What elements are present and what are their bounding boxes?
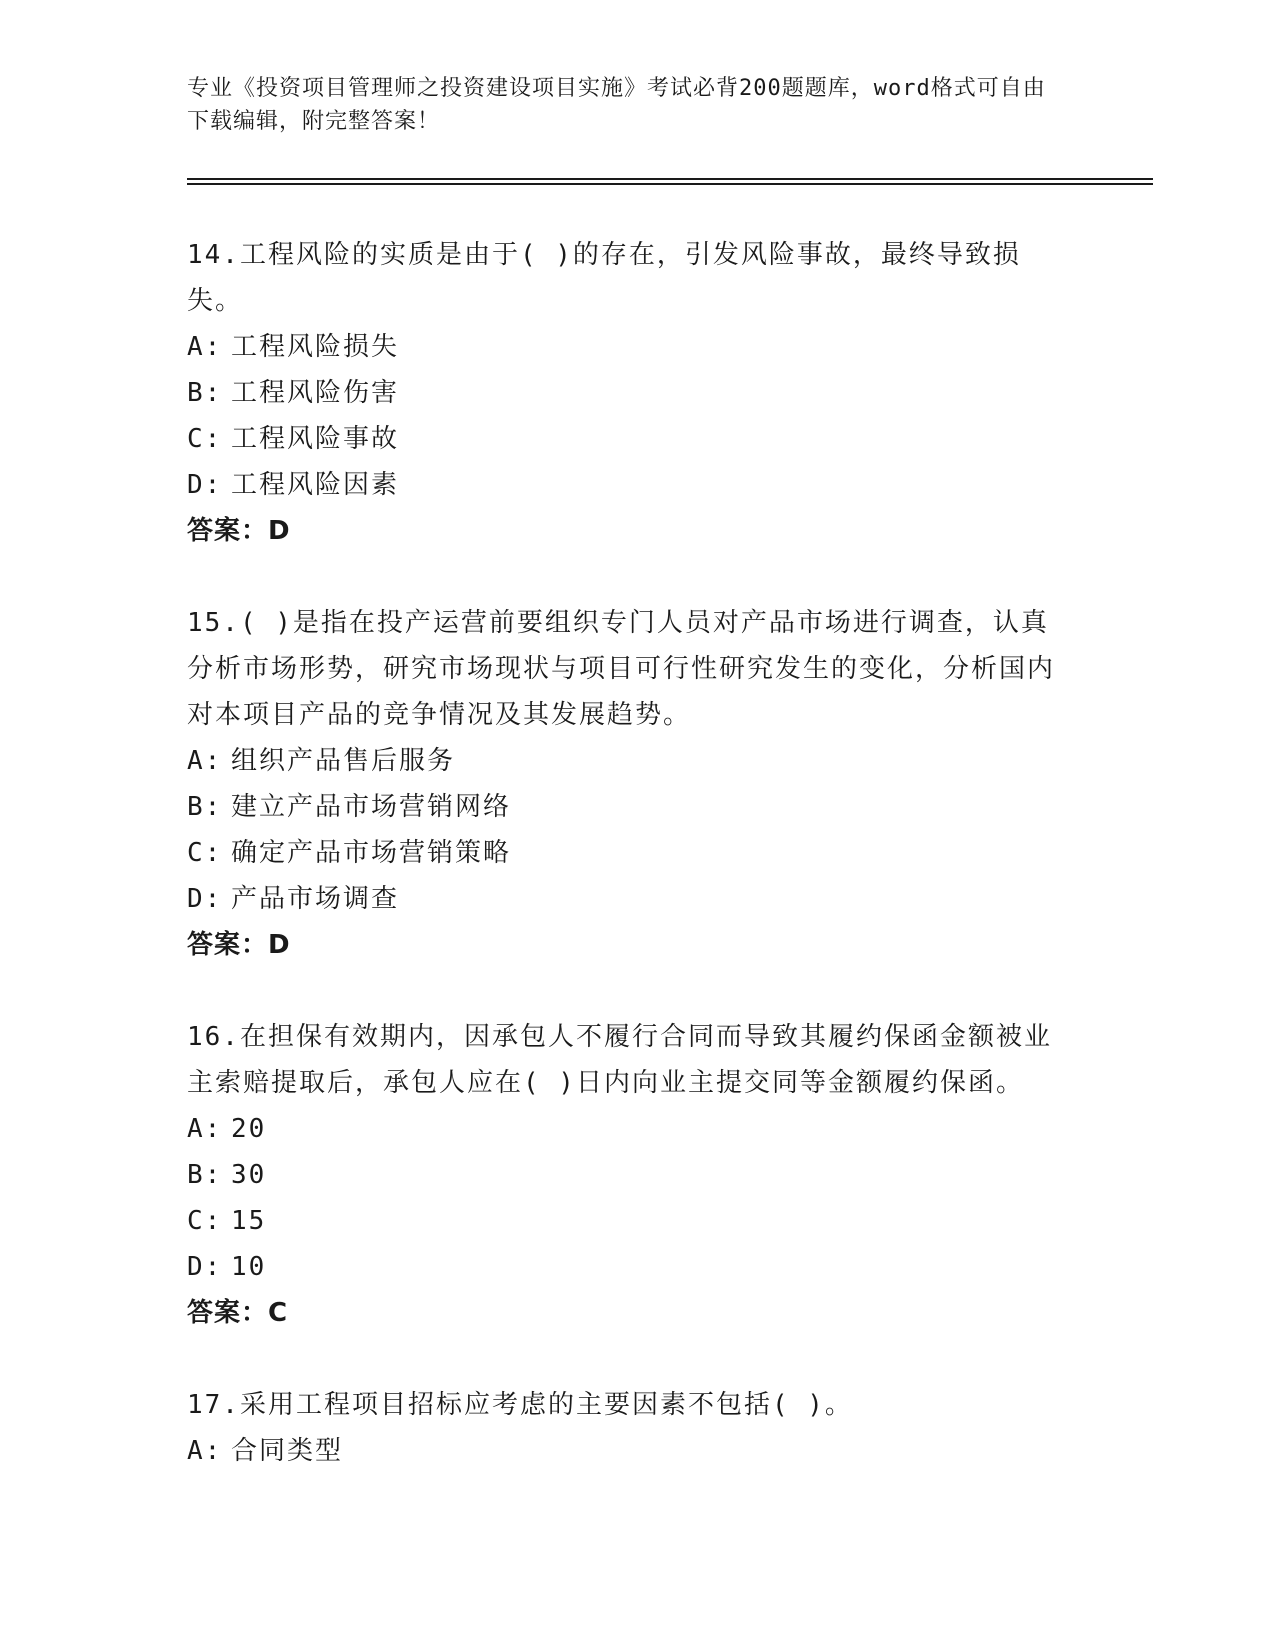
option-letter: D: xyxy=(187,1252,223,1282)
option-text: 工程风险损失 xyxy=(231,332,400,362)
answer-line: 答案：D xyxy=(187,930,291,960)
option-letter: B: xyxy=(187,378,223,408)
option-text: 30 xyxy=(231,1160,267,1190)
option-b xyxy=(187,1152,1067,1198)
option-letter: A: xyxy=(187,746,223,776)
option-text: 工程风险事故 xyxy=(231,424,400,454)
option-text: 20 xyxy=(231,1114,267,1144)
option-a xyxy=(187,1106,1067,1152)
option-a xyxy=(187,324,1067,370)
option-letter: B: xyxy=(187,1160,223,1190)
option-text: 产品市场调查 xyxy=(231,884,400,914)
option-letter: C: xyxy=(187,838,223,868)
option-b xyxy=(187,370,1067,416)
option-text: 建立产品市场营销网络 xyxy=(231,792,512,822)
option-letter: D: xyxy=(187,884,223,914)
option-text: 工程风险因素 xyxy=(231,470,400,500)
question-stem: 16.在担保有效期内，因承包人不履行合同而导致其履约保函金额被业主索赔提取后，承包人应在( )日内向业主提交同等金额履约保函。 xyxy=(187,1022,1052,1098)
question-15 xyxy=(187,600,1067,968)
option-text: 15 xyxy=(231,1206,267,1236)
option-text: 合同类型 xyxy=(231,1436,344,1466)
option-letter: D: xyxy=(187,470,223,500)
option-letter: A: xyxy=(187,332,223,362)
header-rule-bottom xyxy=(187,183,1153,185)
option-text: 10 xyxy=(231,1252,267,1282)
option-letter: A: xyxy=(187,1114,223,1144)
option-c xyxy=(187,1198,1067,1244)
option-c xyxy=(187,830,1067,876)
option-letter: C: xyxy=(187,424,223,454)
option-letter: C: xyxy=(187,1206,223,1236)
question-14 xyxy=(187,232,1067,554)
option-text: 工程风险伤害 xyxy=(231,378,400,408)
option-text: 组织产品售后服务 xyxy=(231,746,456,776)
question-17 xyxy=(187,1382,1067,1474)
option-letter: B: xyxy=(187,792,223,822)
option-letter: A: xyxy=(187,1436,223,1466)
question-stem: 15.( )是指在投产运营前要组织专门人员对产品市场进行调查，认真分析市场形势，研究市场现状与项目可行性研究发生的变化，分析国内对本项目产品的竞争情况及其发展趋势。 xyxy=(187,608,1056,730)
question-stem: 17.采用工程项目招标应考虑的主要因素不包括( )。 xyxy=(187,1390,853,1420)
option-d xyxy=(187,1244,1067,1290)
option-d xyxy=(187,462,1067,508)
option-b xyxy=(187,784,1067,830)
document-header: 专业《投资项目管理师之投资建设项目实施》考试必背200题题库，word格式可自由下载编辑，附完整答案！ xyxy=(187,76,1046,134)
option-a xyxy=(187,738,1067,784)
option-c xyxy=(187,416,1067,462)
answer-line: 答案：D xyxy=(187,516,291,546)
header-rule-top xyxy=(187,178,1153,180)
option-d xyxy=(187,876,1067,922)
option-a xyxy=(187,1428,1067,1474)
answer-line: 答案：C xyxy=(187,1298,289,1328)
option-text: 确定产品市场营销策略 xyxy=(231,838,512,868)
question-16 xyxy=(187,1014,1067,1336)
question-list xyxy=(187,232,1067,1520)
question-stem: 14.工程风险的实质是由于( )的存在，引发风险事故，最终导致损失。 xyxy=(187,240,1021,316)
